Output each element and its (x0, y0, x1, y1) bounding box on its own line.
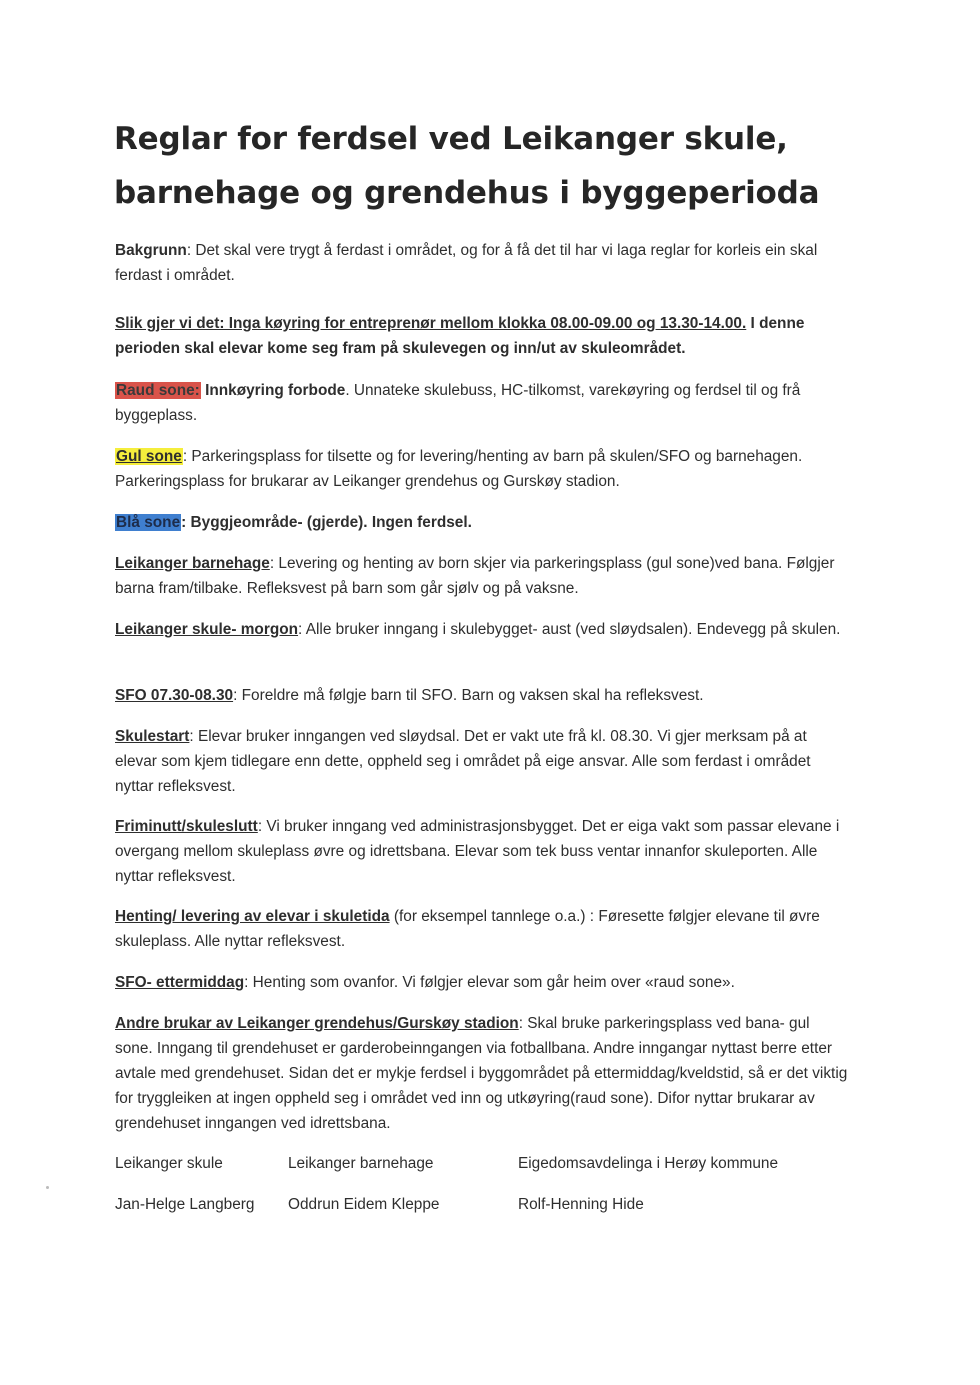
paragraph-sfo (115, 683, 850, 708)
paragraph-blaa-sone (115, 510, 850, 535)
paragraph-bakgrunn (115, 238, 850, 288)
paragraph-skule-morgon (115, 617, 850, 642)
heading-skule-morgon: Leikanger skule- morgon (115, 621, 299, 638)
title-line-2: barnehage og grendehus i byggeperioda (114, 175, 820, 211)
text-skule-morgon: : Alle bruker inngang i skulebygget- aust (ved sløydsalen). Endevegg på skulen. (298, 621, 841, 638)
paragraph-andre-brukar (115, 1011, 850, 1136)
signature-name-barnehage: Oddrun Eidem Kleppe (288, 1196, 440, 1213)
paragraph-raud-sone (115, 378, 850, 428)
paragraph-sfo-ettermiddag (115, 970, 850, 995)
text-slik: I denne perioden skal elevar kome seg fram på skulevegen og inn/ut av skuleområdet. (115, 315, 805, 357)
signature-names (115, 1193, 855, 1217)
heading-skulestart: Skulestart (115, 728, 190, 745)
signature-org-barnehage: Leikanger barnehage (288, 1155, 434, 1172)
text-barnehage: : Levering og henting av born skjer via parkeringsplass (gul sone)ved bana. Følgjer barna fram/tilbake. Refleksvest på barn som går sjølv og på vaksne. (115, 555, 835, 597)
signature-name-skule: Jan-Helge Langberg (115, 1196, 255, 1213)
gul-sone-highlight: Gul sone (116, 448, 182, 465)
text-bakgrunn: : Det skal vere trygt å ferdast i området, og for å få det til har vi laga reglar for korleis ein skal ferdast i området. (115, 242, 818, 284)
text-andre-brukar: : Skal bruke parkeringsplass ved bana- gul sone. Inngang til grendehuset er garderobeinngangen via fotballbana. Andre inngangar nyttast berre etter avtale med grendehuset. Sidan det er mykje ferdsel i byggområdet på ettermiddag/kveldstid, så er det viktig for tryggleiken at ingen oppheld seg i området ved inn og utkøyring(raud sone). Difor nyttar brukarar av grendehuset inngangen ved idrettsbana. (115, 1015, 848, 1132)
heading-barnehage: Leikanger barnehage (115, 555, 270, 572)
title-line-1: Reglar for ferdsel ved Leikanger skule, (114, 121, 788, 157)
signature-org-skule: Leikanger skule (115, 1155, 223, 1172)
text-skulestart: : Elevar bruker inngangen ved sløydsal. Det er vakt ute frå kl. 08.30. Vi gjer merksam på at elevar som kjem tidlegare enn dette, oppheld seg i området på eige ansvar. Alle som ferdast i området nyttar refleksvest. (115, 728, 811, 795)
raud-sone-bold: Innkøyring forbode (200, 382, 346, 399)
text-sfo-ettermiddag: : Henting som ovanfor. Vi følgjer elevar som går heim over «raud sone». (244, 974, 735, 991)
signature-org-eigedom: Eigedomsavdelinga i Herøy kommune (518, 1155, 779, 1172)
heading-andre-brukar: Andre brukar av Leikanger grendehus/Gurskøy stadion (115, 1015, 519, 1032)
heading-slik: Slik gjer vi det: Inga køyring for entreprenør mellom klokka 08.00-09.00 og 13.30-14.00. (115, 315, 747, 332)
paragraph-skulestart (115, 724, 850, 799)
paragraph-slik (115, 311, 850, 361)
paragraph-gul-sone (115, 444, 850, 494)
heading-friminutt: Friminutt/skuleslutt (115, 818, 258, 835)
paragraph-barnehage (115, 551, 850, 601)
paragraph-friminutt (115, 814, 850, 889)
blaa-sone-text: : Byggjeområde- (gjerde). Ingen ferdsel. (181, 514, 472, 531)
paragraph-henting (115, 904, 850, 954)
text-sfo: : Foreldre må følgje barn til SFO. Barn og vaksen skal ha refleksvest. (233, 687, 704, 704)
gul-sone-text: : Parkeringsplass for tilsette og for levering/henting av barn på skulen/SFO og barnehagen. Parkeringsplass for brukarar av Leikanger grendehus og Gurskøy stadion. (115, 448, 803, 490)
blaa-sone-highlight: Blå sone (116, 514, 181, 531)
raud-sone-text: . Unnateke skulebuss, HC-tilkomst, varekøyring og ferdsel til og frå byggeplass. (115, 382, 801, 424)
heading-sfo-ettermiddag: SFO- ettermiddag (115, 974, 245, 991)
heading-henting: Henting/ levering av elevar i skuletida (115, 908, 390, 925)
raud-sone-highlight: Raud sone: (116, 382, 200, 399)
heading-sfo: SFO 07.30-08.30 (115, 687, 234, 704)
scan-speck (46, 1186, 49, 1189)
document-title (114, 112, 874, 220)
signature-organisations (115, 1152, 855, 1176)
heading-bakgrunn: Bakgrunn (115, 242, 187, 259)
text-henting: (for eksempel tannlege o.a.) : Føresette følgjer elevane til øvre skuleplass. Alle nyttar refleksvest. (115, 908, 820, 950)
text-friminutt: : Vi bruker inngang ved administrasjonsbygget. Det er eiga vakt som passar elevane i overgang mellom skuleplass øvre og idrettsbana. Elevar som tek buss ventar innanfor skuleporten. Alle nyttar refleksvest. (115, 818, 840, 885)
signature-name-eigedom: Rolf-Henning Hide (518, 1196, 644, 1213)
